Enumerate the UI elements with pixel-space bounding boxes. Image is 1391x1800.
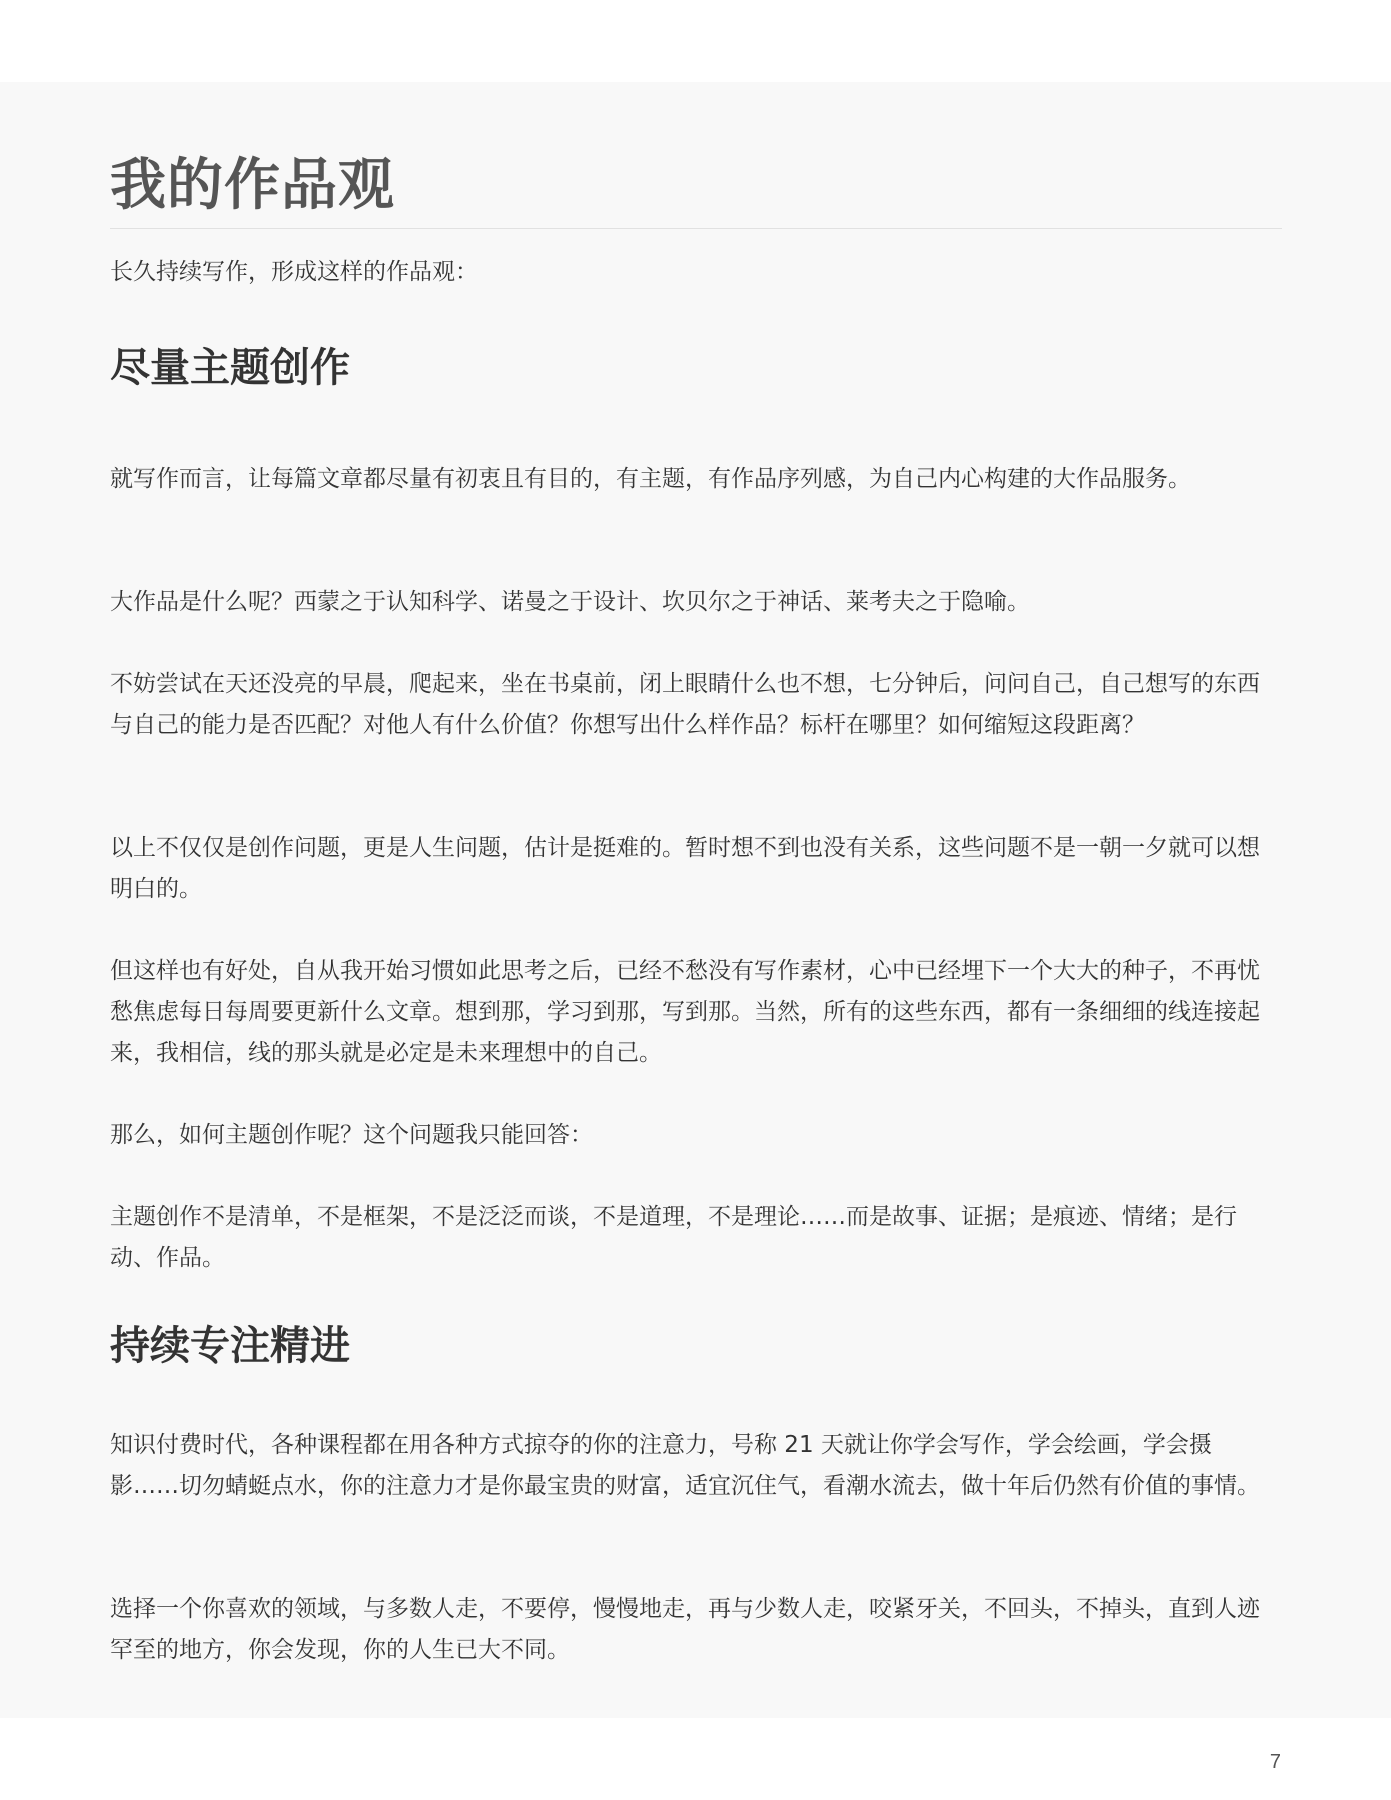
paragraph: 那么，如何主题创作呢？这个问题我只能回答：: [110, 1122, 593, 1148]
paragraph: 主题创作不是清单，不是框架，不是泛泛而谈，不是道理，不是理论……而是故事、证据；是痕迹、情绪；是行动、作品。: [110, 1204, 1237, 1271]
section-heading-focus-improvement: 持续专注精进: [110, 1323, 350, 1369]
section-heading-theme-creation: 尽量主题创作: [110, 345, 350, 391]
paragraph: 不妨尝试在天还没亮的早晨，爬起来，坐在书桌前，闭上眼睛什么也不想，七分钟后，问问自己，自己想写的东西与自己的能力是否匹配？对他人有什么价值？你想写出什么样作品？标杆在哪里？如何缩短这段距离？: [110, 671, 1260, 738]
intro-paragraph: 长久持续写作，形成这样的作品观：: [110, 259, 478, 285]
paragraph: 知识付费时代，各种课程都在用各种方式掠夺的你的注意力，号称 21 天就让你学会写作，学会绘画，学会摄影……切勿蜻蜓点水，你的注意力才是你最宝贵的财富，适宜沉住气，看潮水流去，做十年后仍然有价值的事情。: [110, 1432, 1260, 1499]
page-panel: [0, 82, 1391, 1718]
paragraph: 大作品是什么呢？西蒙之于认知科学、诺曼之于设计、坎贝尔之于神话、莱考夫之于隐喻。: [110, 589, 1030, 615]
page-number: 7: [1269, 1751, 1281, 1773]
paragraph: 但这样也有好处，自从我开始习惯如此思考之后，已经不愁没有写作素材，心中已经埋下一个大大的种子，不再忧愁焦虑每日每周要更新什么文章。想到那，学习到那，写到那。当然，所有的这些东西，都有一条细细的线连接起来，我相信，线的那头就是必定是未来理想中的自己。: [110, 958, 1260, 1066]
paragraph: 就写作而言，让每篇文章都尽量有初衷且有目的，有主题，有作品序列感，为自己内心构建的大作品服务。: [110, 466, 1191, 492]
title-divider: [110, 228, 1282, 229]
paragraph: 以上不仅仅是创作问题，更是人生问题，估计是挺难的。暂时想不到也没有关系，这些问题不是一朝一夕就可以想明白的。: [110, 835, 1260, 902]
paragraph: 选择一个你喜欢的领域，与多数人走，不要停，慢慢地走，再与少数人走，咬紧牙关，不回头，不掉头，直到人迹罕至的地方，你会发现，你的人生已大不同。: [110, 1596, 1260, 1663]
page-title: 我的作品观: [110, 153, 395, 218]
